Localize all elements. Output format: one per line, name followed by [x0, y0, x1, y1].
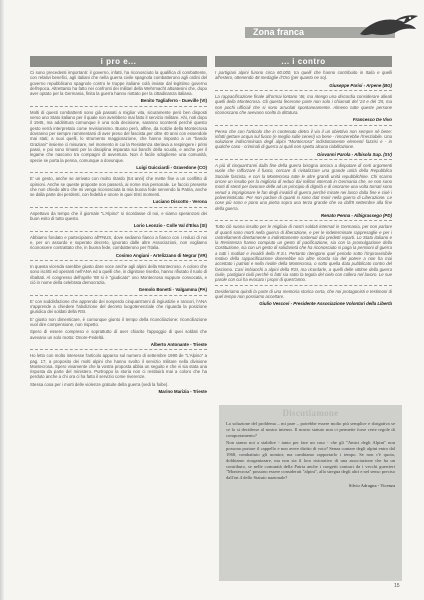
- letter: [30, 264, 207, 293]
- divider: [215, 285, 392, 286]
- letter-paragraph: In questa vicenda sarebbe giusto dare voce anche agli alpini della Montecroso. A coloro che sono iscritti ed operanti nell'ANA ed a quelli che, in dignitose riserbo, hanno rifiutato il ruolo di ribaltati. Al congresso dell'aprile '88 si è "giudicato" uno Montecrosa nuppure convocata, e ciò in nome della celebrata democrazia.: [30, 264, 207, 286]
- letter-paragraph: A più di cinquant'anni dalla fine della guerra bisogna ancora a disputare di certi argomenti vuole che rafforzare il fuoco, cercare di rivitalizzare una grande unità della Repubblica Sociale fascista, e con la Montecrosa tutte le altre grandi unità repubblichine. Chi scarno orrore un insulto per la miglioria di reduci dai militari internati in Germania che, se non sono morti di stenti per lavorare delle ad un principio di dignità e di onorarne una volta tornati sono venuti a imprigionare le fan degli invalidi di guerra perché mirate nei lasco dalla fine e cioè i polverinisticato. Per non parlare di quanti si sono dati morir nella guerra di Liberazione. Le cose più sono e pono una pietra sopra una terza grande che va dall'8 settembre alla fine della guerra.: [215, 163, 392, 211]
- pro-column-title: i pro e...: [30, 56, 207, 67]
- letter: [215, 163, 392, 218]
- letter: [30, 70, 207, 104]
- letter-paragraph: E' giusto non dimenticare, è comunque giunto il tempo della riconciliazione: riconciliazione vuol dire compensione, non rispetto.: [30, 316, 207, 327]
- letter-paragraph: Penso che con l'articolo che in contenuto dietro il via il un obiettivo non sempre nè bene: infatti gettare acqua sul fuoco (e meglio sulle ceneri) va bene - rimozerebbe l'inerziabile. Una soluzione indiscriminata degli alpini "Montecrosa" indistintamente elementi fazzisi e - in qualche caso - criminali di guerra ai quali non spetta alcuna riabilitazione.: [215, 128, 392, 150]
- divider: [30, 231, 207, 232]
- divider: [30, 172, 207, 173]
- letter-paragraph: Abbiamo fondato e partecipiamo all'FNUS, dove sediamo fianco a fianco con i reduci di noi e, per un assurdo e superato decreto, ignorato dalle altre Associazioni, non vogliamo riconoscere contrattato che, in buona fede, combatterono per l'Italia.: [30, 234, 207, 251]
- discussion-box: [219, 405, 402, 581]
- letter-paragraph: La rappacificazione finale all'ormai lontano '46, ma ritengo una discordia considerare alleati quelli della Montecrosa. Gli questa fecerone parte non solo i chiamati del '24 e del '25, ma non pochi ufficiali che si sono arruolati spontaneamente. Almeno tutte queste persone riconoscano che avevano scelto la dittatura.: [215, 94, 392, 115]
- letter-signature: Marino Marizia - Trieste: [158, 389, 207, 395]
- letter-signature: Giovanni Parola - Albisola Sup. (SV): [317, 151, 392, 157]
- divider: [30, 207, 207, 208]
- letter: [30, 211, 207, 229]
- letter-paragraph: Ho letto con molto interesse l'articolo apparso sul numero di settembre 1990 de "L'Alpino" a pag. 17, a proposito dei molti alpini che hanno svolto il servizio militare nella divisione Montecrosa. Spero vivamente che la vostra proposta abbia un seguito e che vi sia stata una risposta da parte del ministero. Purtroppo la storia non ci restituirà mai a coloro che ha perduto anche a chi ora ci ha fatto il servizio come riverenze.: [30, 353, 207, 380]
- page-number: 15: [394, 583, 400, 589]
- letter-signature: Gemolo Bonetti - Valgamma (PA): [138, 287, 207, 293]
- pro-letters: [30, 70, 207, 394]
- divider: [215, 159, 392, 160]
- pro-column: [30, 56, 207, 395]
- letter-signature: Luigi Guicciardi - Gravedone (CO): [136, 164, 207, 170]
- letter-signature: Lorio Leonzio - Colle Val d'Elsa (SI): [133, 223, 207, 229]
- letter-paragraph: E' un gesto, anche se arrivato con molto ritardo (54 anni) che mette fine a un conflitto di opinioni. Anche se queste proposte non passerà, ai nome mia personale. Le faccio presente che non chiedo altro che mi venga riconosciuta la mia buona fede servendo la Patria, anche se dalla parte dei perdenti, con fedeltà e onore in quei tristi momenti.: [30, 176, 207, 198]
- contro-column-title: ... i contro: [215, 56, 392, 67]
- letter: [30, 235, 207, 258]
- letter: [215, 224, 392, 282]
- letter-paragraph: Spero di essere compreso e soprattutto di aver chiarito l'appoggio di quei soldati che avevano un solo motto: Onore-Fedeltà.: [30, 329, 207, 340]
- divider: [30, 295, 207, 296]
- letter-signature: Renato Penna - Albigrassego (PD): [320, 212, 392, 218]
- letter: [215, 94, 392, 123]
- letter: [215, 70, 392, 88]
- letter: [30, 299, 207, 347]
- divider: [215, 90, 392, 91]
- letter-paragraph: Aspettavo da tempo che il giornale "L'Alpino" si ricordasse di noi, e siamo speranzosi dei buon esito di tutto questo.: [30, 210, 207, 222]
- letter-paragraph: Molti di questi combattenti sono già passati a miglior vita, sicuramente però ben disposti verso uno Stato italiano per il quale non avrebbero mai fatto il servizio militare. Ahi, noti dopo il 1945, ma addirittura comunque è una sola decisione, saranno scontenti perché questo gesto verrà interpretato come revisionismo. Buono però, alfine, da notizie della Montecrosa dovranno per sempre rammentarsi di aver preso del fascista per oltre 40 anni con essendole mai stati; a suoi quelli, lo strumento maggiorazione, che hanno risposto a un "bando Graziani" insieme ci misurare, nel momento in cui la Resistenza steriava a respingere i primi passi, e poi sono rimasti per la disciplina imparata sui banchi della scuola, e anche per il legame che nascono tra compagni di avventura. Non è facile sdoglierse una comunità, specie se porta la penna, comunque a dovunque.: [30, 109, 207, 163]
- divider: [215, 125, 392, 126]
- contro-letters: [215, 70, 392, 307]
- letter-paragraph: I partigiani alpini furono circa 60.000, tra quelli che hanno contribuito in Italia e quelli all'estero, ottenendo 48 medaglie d'Oro (per quanto ne so).: [215, 70, 392, 81]
- letter: [215, 289, 392, 307]
- discussion-box-body: [219, 421, 402, 481]
- section-title: Zona franca: [253, 27, 305, 37]
- letter-paragraph: Tutto ciò suona insulto per le migliaia di nostri soldati internati in Germania, per non parlare di quanti sono morti nella guerra di liberazione, e per le indeterminate rappresaglie e per i rastrellamenti direttamente o indirettamente sostenuti dai predetti reparti. Lo Stato italiano e la Resistenza hanno compiuto un gesto di pacificazione, sia con la promulgazione della Costituzione, sia con un gesto di solidarietà che ha riconosciuto si paga la pensioni di guerra a tutti i mutilati e invalidi della R.S.I. Pertanto ritengono quel periodo sotto l'improvvisibile motivo della rappacificazione donerebbe sia altre ricorda sia del potere a non ha mai accettato i patrioti e nella rivolte della Montecrosa, o sotto quella data pubblicato contro del fascismo. Casi imbianchi a alpini della RSI, ma ricordarle, a quelli delle vittime della guerra civile, partigiani civili perché si fatti sia sotto la tegola del cielo con collera nel lavoro. Le sue parole con cui ha evocato i propri di quest'anno.: [215, 224, 392, 283]
- letter-paragraph: Desideriamo quindi la parte di una memoria storica certa, che noi protagonisti e testimoni di quel tempo non possiamo accettare.: [215, 288, 392, 299]
- discussion-paragraph: La soluzione del problema – mi pare – potrebbe essere molto più semplice e sbrigativa se ce lo si decidesse al nostro interno. Il nostro statuto non ci permette forse certe regole di comportamento?: [226, 421, 395, 438]
- letter: [215, 129, 392, 158]
- discussion-paragraph: Non siamo noi a stabilire - tanto per fare un caso - che gli "Amici degli Alpini" non possono portare il cappello e non avere diritto di voto? Senza contare degli alpini entro dal 1968, combattuto gli uomini; ma cambiamo rapportarlo i tempo. Se non c'è quota, dobbiamo riorganizzare, ma non sia il loro ristorativo di una associazione che ha un contributo, se nelle comunità della Patria anche i congetti contrari da i vecchi guerrieri "Montecrosa" possono essere considerati "alpini", alla stregua degli altri e nel senso preciso dall'art.4 dello Statuto nazionale?: [226, 440, 395, 481]
- divider: [30, 106, 207, 107]
- discussion-box-title: Discutiamone: [282, 408, 339, 418]
- letter-signature: Cosimo Angiani - Artelizzano di Negrar (VR): [115, 252, 207, 258]
- letter-paragraph: Stessa cosa per i morti delle violenze gratuite della guerra (vedi la foibe).: [30, 381, 169, 387]
- page-spine: [0, 0, 4, 600]
- divider: [215, 220, 392, 221]
- letter-signature: Francesco De Vivo: [352, 117, 392, 123]
- letter-signature: Luciano Discotto - Verona: [152, 199, 207, 205]
- letter-paragraph: Ci sono precedenti importanti: il governo, infatti, ha riconosciuto la qualifica di combattente, con relativi benefici, agli italiani che nella guerra civile spagnola combatterono agli ordini del governo repubblicano spagnolo contro le truppe italiane colà inviate dal legittimo governo dell'epoca. Altrettanto ha fatto nei confronti dei militari della Wehrmacht altoatesini che, dopo aver optato per la Germania, finita la guerra hanno riottato per la cittadinanza italiana.: [30, 70, 207, 97]
- letter: [30, 353, 207, 394]
- discussion-box-signature: Silvio Adragna - Vicenza: [348, 482, 395, 488]
- divider: [30, 260, 207, 261]
- eagle-logo-icon: [358, 12, 420, 40]
- divider: [30, 349, 207, 350]
- letter-signature: Benito Tagliaferro - Dueville (VI): [140, 98, 207, 104]
- letter: [30, 176, 207, 205]
- letter-signature: Giuseppe Parisi - Arpene (BG): [329, 82, 392, 88]
- contro-column: [215, 56, 392, 308]
- letter-paragraph: E' con soddisfazione che apprendo dei nonperdo cinquant'anni di ingiustizie e rancori, l'ANA s'apprende a chiedere l'abolizione del decreto luogotenenziale che riguarda la posizione giuridica dei soldati della RSI.: [30, 298, 207, 315]
- letter: [30, 110, 207, 170]
- letter-signature: Giulio Vescovi - Presidente Associazione Volontari della Libertà: [259, 301, 392, 307]
- letter-signature: Alberto Antonante - Trieste: [150, 341, 207, 347]
